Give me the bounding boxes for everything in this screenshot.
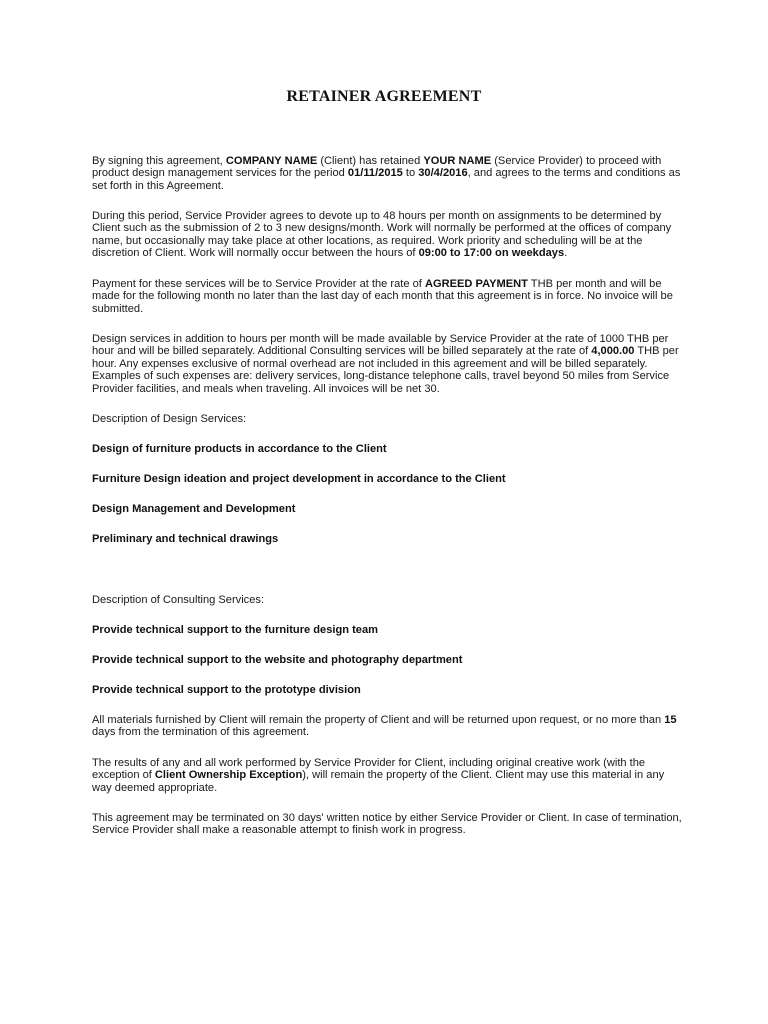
provider-name: YOUR NAME: [423, 155, 492, 167]
text-run: Payment for these services will be to Service Provider at the rate of: [92, 278, 425, 290]
text-run: ), will remain the property of the Client. Client may use this material in any way deemed appropriate.: [92, 769, 665, 794]
design-services-heading: Description of Design Services:: [92, 413, 247, 425]
paragraph-ownership: [92, 757, 686, 794]
text-run: THB per hour. Any expenses exclusive of normal overhead are not included in this agreement and will be billed separately. Examples of such expenses are: delivery services, long-distance telephone calls, travel beyond 50 miles from Service Provider facilities, and meals when traveling. All invoices will be net 30.: [92, 345, 679, 395]
period-end-date: 30/4/2016: [418, 167, 468, 180]
period-start-date: 01/11/2015: [347, 167, 403, 180]
paragraph-termination: [92, 812, 686, 837]
client-name: COMPANY NAME: [225, 155, 318, 167]
working-hours: 09:00 to 17:00 on weekdays: [418, 247, 565, 260]
paragraph-additional-services: [92, 333, 686, 395]
consulting-service-item: Provide technical support to the prototype division: [92, 684, 361, 696]
ownership-exception: Client Ownership Exception: [154, 769, 303, 782]
paragraph-working-hours: [92, 210, 686, 260]
text-run: Design services in addition to hours per month will be made available by Service Provider at the rate of 1000 THB per hour and will be billed separately. Additional Consulting services will be billed separately at the rate of: [92, 333, 669, 358]
text-run: .: [564, 247, 568, 260]
text-run: By signing this agreement,: [92, 155, 226, 167]
consulting-service-item: Provide technical support to the website and photography department: [92, 654, 463, 666]
consulting-services-heading: Description of Consulting Services:: [92, 594, 265, 606]
text-run: to: [402, 167, 419, 180]
text-run: THB per month and will be made for the following month no later than the last day of each month that this agreement is in force. No invoice will be submitted.: [92, 278, 673, 315]
paragraph-materials: [92, 714, 686, 739]
design-service-item: Design of furniture products in accordance to the Client: [92, 443, 387, 455]
text-run: This agreement may be terminated on 30 days' written notice by either Service Provider or Client. In case of termination, Service Provider shall make a reasonable attempt to finish work in progress.: [92, 812, 682, 837]
consulting-rate: 4,000.00: [591, 345, 635, 358]
text-run: (Service Provider) to proceed with product design management services for the period: [92, 155, 662, 180]
design-service-item: Preliminary and technical drawings: [92, 533, 279, 545]
paragraph-payment: [92, 278, 686, 315]
design-service-item: Furniture Design ideation and project development in accordance to the Client: [92, 473, 506, 485]
return-days: 15: [664, 714, 677, 726]
paragraph-retention: [92, 155, 686, 192]
agreed-payment: AGREED PAYMENT: [424, 278, 528, 290]
text-run: (Client) has retained: [317, 155, 424, 167]
text-run: During this period, Service Provider agrees to devote up to 48 hours per month on assignments to be determined by Client such as the submission of 2 to 3 new designs/month. Work will normally be performed at the offices of company name, but occasionally may take place at other locations, as required. Work priority and scheduling will be at the discretion of Client. Work will normally occur between the hours of: [92, 210, 672, 260]
text-run: , and agrees to the terms and conditions as set forth in this Agreement.: [92, 167, 681, 192]
text-run: The results of any and all work performed by Service Provider for Client, including original creative work (with the exception of: [92, 757, 646, 782]
consulting-service-item: Provide technical support to the furniture design team: [92, 624, 379, 636]
text-run: All materials furnished by Client will remain the property of Client and will be returned upon request, or no more than: [92, 714, 665, 726]
document-title: RETAINER AGREEMENT: [286, 88, 482, 105]
design-service-item: Design Management and Development: [92, 503, 296, 515]
text-run: days from the termination of this agreement.: [92, 726, 310, 739]
